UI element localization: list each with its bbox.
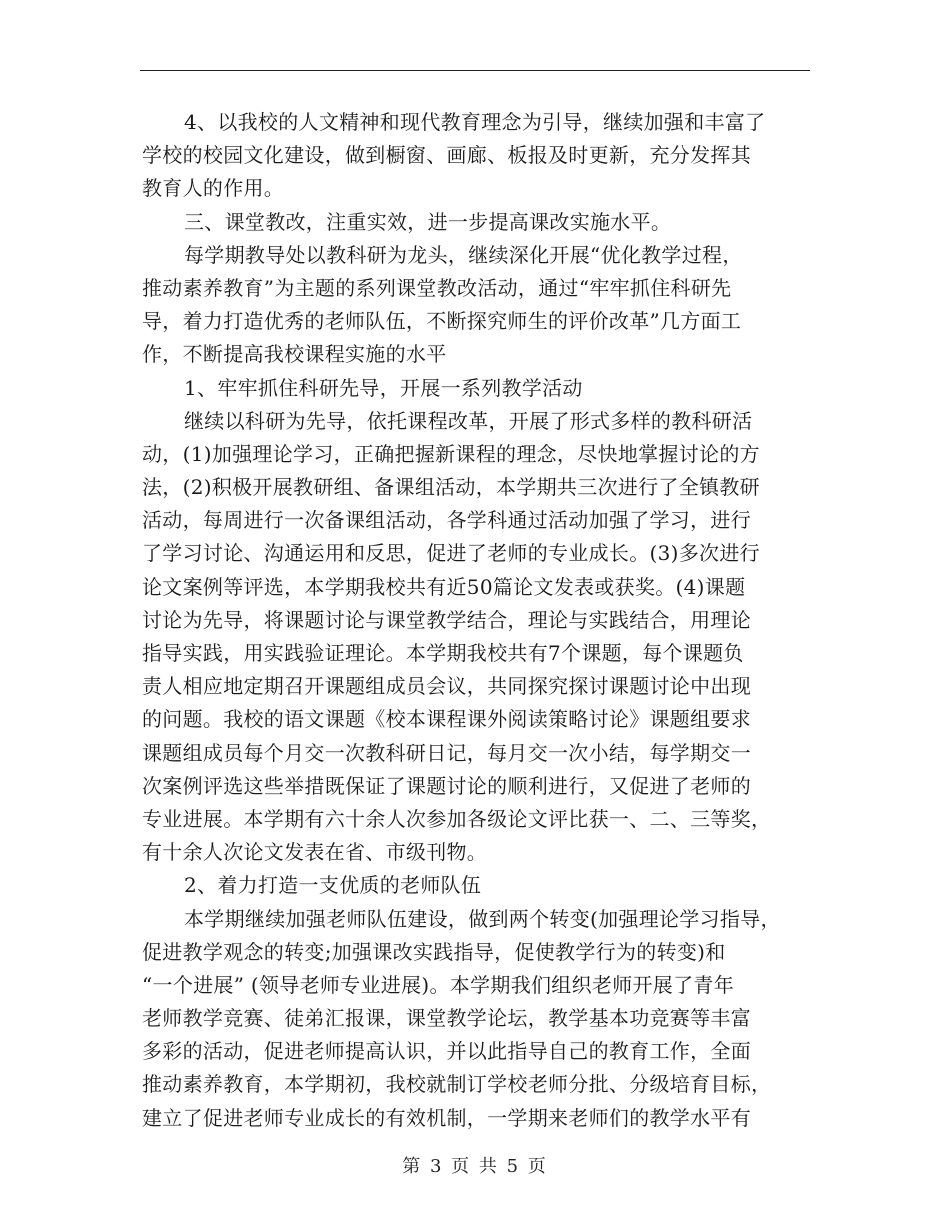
text-line: 作，不断提高我校课程实施的水平 [142,342,447,367]
text-line: 4、以我校的人文精神和现代教育理念为引导，继续加强和丰富了 [184,110,766,134]
text-line: 导，着力打造优秀的老师队伍，不断探究师生的评价改革”几方面工 [142,309,742,334]
text-line: 学校的校园文化建设，做到橱窗、画廊、板报及时更新，充分发挥其 [142,143,751,168]
text-line: 多彩的活动，促进老师提高认识，并以此指导自己的教育工作，全面 [142,1039,751,1064]
text-line: 责人相应地定期召开课题组成员会议，共同探究探讨课题讨论中出现 [142,674,751,699]
subsection-heading: 1、牢牢抓住科研先导，开展一系列教学活动 [184,375,583,400]
body-text [142,106,814,1135]
text-line: 继续以科研为先导，依托课程改革，开展了形式多样的教科研活 [184,408,753,433]
section-heading: 三、课堂教改，注重实效，进一步提高课改实施水平。 [184,209,672,234]
text-line: 每学期教导处以教科研为龙头，继续深化开展“优化教学过程， [184,242,743,267]
text-line: 专业进展。本学期有六十余人次参加各级论文评比获一、二、三等奖， [142,806,772,831]
text-line: 的问题。我校的语文课题《校本课程课外阅读策略讨论》课题组要求 [142,707,751,732]
text-line: 指导实践，用实践验证理论。本学期我校共有7个课题，每个课题负 [142,641,744,665]
text-line: 讨论为先导，将课题讨论与课堂教学结合，理论与实践结合，用理论 [142,607,751,632]
text-line: 法，(2)积极开展教研组、备课组活动，本学期共三次进行了全镇教研 [142,475,760,500]
text-line: 有十余人次论文发表在省、市级刊物。 [142,840,488,865]
text-line: 活动，每周进行一次备课组活动，各学科通过活动加强了学习，进行 [142,508,751,533]
header-rule [140,70,810,71]
text-line: “一个进展” (领导老师专业进展)。本学期我们组织老师开展了青年 [142,972,735,997]
text-line: 推动素养教育，本学期初，我校就制订学校老师分批、分级培育目标， [142,1072,772,1097]
page-number: 第 3 页 共 5 页 [402,1156,548,1177]
text-line: 推动素养教育”为主题的系列课堂教改活动，通过“牢牢抓住科研先 [142,275,732,300]
text-line: 动，(1)加强理论学习，正确把握新课程的理念，尽快地掌握讨论的方 [142,441,760,466]
text-line: 次案例评选这些举措既保证了课题讨论的顺利进行，又促进了老师的 [142,773,751,798]
text-line: 了学习讨论、沟通运用和反思，促进了老师的专业成长。(3)多次进行 [142,541,760,566]
text-line: 老师教学竞赛、徒弟汇报课，课堂教学论坛，教学基本功竞赛等丰富 [142,1006,751,1031]
text-line: 论文案例等评选，本学期我校共有近50篇论文发表或获奖。(4)课题 [142,574,746,599]
text-line: 本学期继续加强老师队伍建设，做到两个转变(加强理论学习指导， [184,906,781,931]
text-line: 建立了促进老师专业成长的有效机制，一学期来老师们的教学水平有 [142,1105,751,1130]
text-line: 促进教学观念的转变;加强课改实践指导，促使教学行为的转变)和 [142,939,726,964]
text-line: 课题组成员每个月交一次教科研日记，每月交一次小结，每学期交一 [142,740,751,765]
subsection-heading: 2、着力打造一支优质的老师队伍 [184,873,482,898]
text-line: 教育人的作用。 [142,176,285,201]
